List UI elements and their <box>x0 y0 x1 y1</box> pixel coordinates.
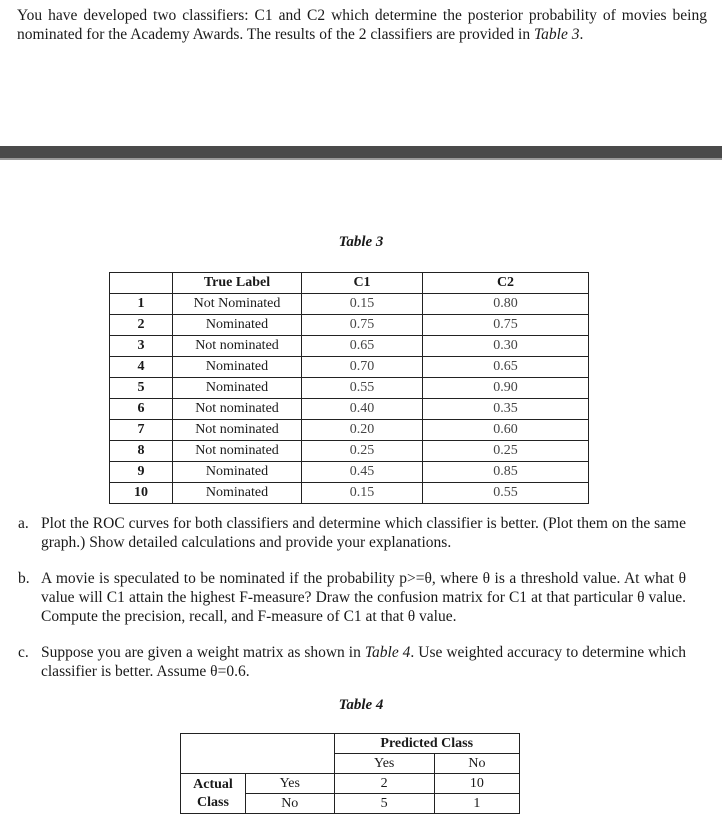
table3-caption: Table 3 <box>338 234 384 250</box>
table3-cell-true-label: Not Nominated <box>173 294 302 315</box>
table3-cell-c1: 0.65 <box>302 336 423 357</box>
table3-header-true-label: True Label <box>173 273 302 294</box>
question-c-marker: c. <box>18 644 29 661</box>
table-row <box>110 441 589 462</box>
table3-cell-index: 7 <box>110 420 173 441</box>
table3-cell-c1: 0.15 <box>302 483 423 504</box>
table4-cell-no-no: 1 <box>434 794 519 814</box>
table4-row-actual-yes <box>181 774 520 794</box>
table3-cell-true-label: Nominated <box>173 315 302 336</box>
table3-cell-c1: 0.55 <box>302 378 423 399</box>
table3-cell-true-label: Nominated <box>173 483 302 504</box>
table3-cell-true-label: Not nominated <box>173 399 302 420</box>
section-divider <box>0 146 722 158</box>
question-c-text-start: Suppose you are given a weight matrix as shown in <box>41 644 365 661</box>
table3-cell-index: 8 <box>110 441 173 462</box>
table4-actual-line2: Class <box>197 795 229 810</box>
table-row <box>110 483 589 504</box>
question-c-text-end: . Use weighted accuracy to determine which classifier is better. Assume θ=0.6. <box>41 644 687 680</box>
table3-header-c2: C2 <box>423 273 589 294</box>
question-b <box>18 569 686 626</box>
table3-cell-true-label: Not nominated <box>173 336 302 357</box>
question-c <box>18 643 686 681</box>
table4-cell-yes-no: 10 <box>434 774 519 794</box>
table3-cell-c1: 0.15 <box>302 294 423 315</box>
intro-period: . <box>579 26 584 43</box>
table3-cell-c1: 0.70 <box>302 357 423 378</box>
table-row <box>110 399 589 420</box>
table3-cell-true-label: Not nominated <box>173 441 302 462</box>
table3-cell-c2: 0.65 <box>423 357 589 378</box>
table3-cell-true-label: Nominated <box>173 378 302 399</box>
table3-cell-c1: 0.45 <box>302 462 423 483</box>
table4-cell-yes-yes: 2 <box>334 774 434 794</box>
question-c-table-ref: Table 4 <box>364 644 411 661</box>
table-row <box>110 462 589 483</box>
table3-header-index <box>110 273 173 294</box>
table3-cell-c1: 0.75 <box>302 315 423 336</box>
intro-text: You have developed two classifiers: C1 and C2 which determine the posterior probability of movies being nominated for the Academy Awards. The results of the 2 classifiers are provided in <box>17 7 707 43</box>
table4-caption: Table 4 <box>338 697 384 713</box>
table3-header-c1: C1 <box>302 273 423 294</box>
table4-row-yes-label: Yes <box>246 774 335 794</box>
table3-header-row <box>110 273 589 294</box>
table3-cell-true-label: Nominated <box>173 357 302 378</box>
table4-row-predicted <box>181 734 520 754</box>
question-a <box>18 514 686 552</box>
table3-cell-c2: 0.35 <box>423 399 589 420</box>
questions-list <box>18 514 686 698</box>
table4-predicted-header: Predicted Class <box>334 734 520 754</box>
table-4 <box>180 733 520 814</box>
table4-cell-no-yes: 5 <box>334 794 434 814</box>
table3-cell-true-label: Not nominated <box>173 420 302 441</box>
table4-row-no-label: No <box>246 794 335 814</box>
table-row <box>110 378 589 399</box>
question-a-marker: a. <box>18 515 29 532</box>
table4-actual-header <box>181 774 246 814</box>
table3-cell-index: 9 <box>110 462 173 483</box>
table-3 <box>109 272 589 504</box>
table3-cell-c2: 0.55 <box>423 483 589 504</box>
intro-paragraph <box>17 6 707 44</box>
question-c-text <box>41 643 686 681</box>
table3-cell-c2: 0.75 <box>423 315 589 336</box>
table3-cell-index: 5 <box>110 378 173 399</box>
table3-cell-c1: 0.25 <box>302 441 423 462</box>
table4-corner-blank <box>246 734 335 774</box>
table3-cell-index: 10 <box>110 483 173 504</box>
table3-cell-index: 2 <box>110 315 173 336</box>
question-a-text: Plot the ROC curves for both classifiers and determine which classifier is better. (Plot them on the same graph.) Show detailed calculations and provide your explanations. <box>41 515 686 551</box>
table-row <box>110 294 589 315</box>
table3-cell-c2: 0.80 <box>423 294 589 315</box>
table3-cell-c2: 0.30 <box>423 336 589 357</box>
table3-cell-c2: 0.90 <box>423 378 589 399</box>
table3-cell-c2: 0.85 <box>423 462 589 483</box>
table-row <box>110 420 589 441</box>
table3-cell-c1: 0.40 <box>302 399 423 420</box>
table3-cell-c2: 0.60 <box>423 420 589 441</box>
table4-col-yes: Yes <box>334 754 434 774</box>
question-b-text: A movie is speculated to be nominated if the probability p>=θ, where θ is a threshold value. At what θ value will C1 attain the highest F-measure? Draw the confusion matrix for C1 at that particular θ value. Compute the precision, recall, and F-measure of C1 at that θ value. <box>41 570 686 625</box>
table-row <box>110 315 589 336</box>
question-b-marker: b. <box>18 570 30 587</box>
table3-cell-index: 4 <box>110 357 173 378</box>
table-row <box>110 336 589 357</box>
table3-cell-c2: 0.25 <box>423 441 589 462</box>
table3-cell-true-label: Nominated <box>173 462 302 483</box>
table3-cell-c1: 0.20 <box>302 420 423 441</box>
table3-cell-index: 1 <box>110 294 173 315</box>
table3-cell-index: 3 <box>110 336 173 357</box>
table-row <box>110 357 589 378</box>
table4-col-no: No <box>434 754 519 774</box>
intro-table-ref: Table 3 <box>533 26 580 43</box>
table4-actual-line1: Actual <box>193 777 233 792</box>
table3-cell-index: 6 <box>110 399 173 420</box>
table3-body <box>110 294 589 504</box>
table4-corner <box>181 734 246 774</box>
